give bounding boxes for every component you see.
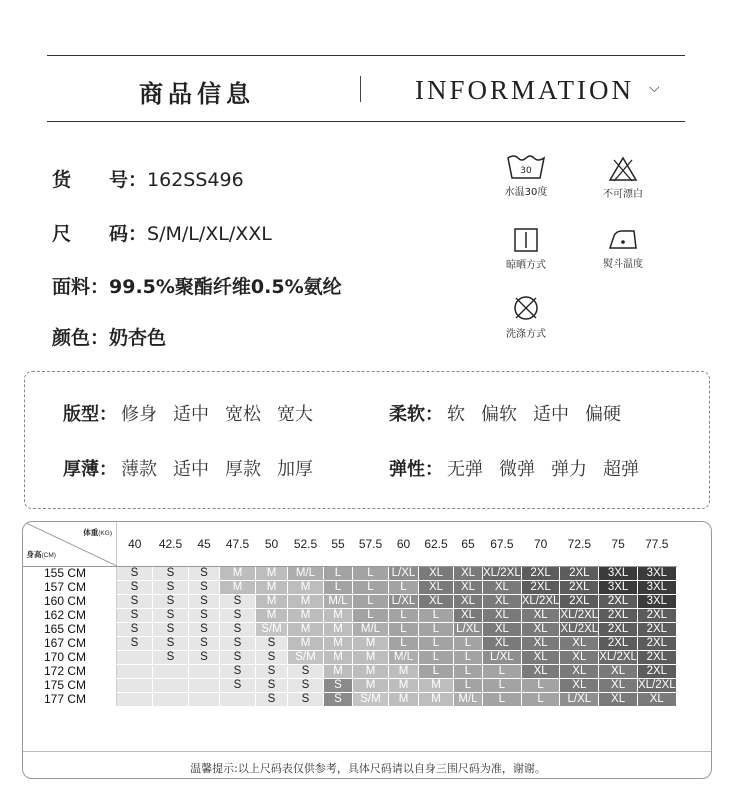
table-header-row xyxy=(24,522,677,566)
table-row xyxy=(24,650,677,664)
weight-header: 67.5 xyxy=(483,522,522,566)
size-cell: 2XL xyxy=(599,622,638,636)
table-row xyxy=(24,594,677,608)
size-cell: S xyxy=(256,678,288,692)
size-cell: 3XL xyxy=(637,580,676,594)
size-cell: M xyxy=(288,636,324,650)
info-size xyxy=(52,219,272,246)
size-cell: M xyxy=(324,608,353,622)
size-cell: S xyxy=(153,580,189,594)
no-dryclean-icon xyxy=(511,294,541,322)
table-body xyxy=(24,566,677,706)
size-cell: L xyxy=(419,608,454,622)
size-cell: M xyxy=(353,678,389,692)
iron-icon xyxy=(606,228,640,252)
size-cell: L xyxy=(454,636,483,650)
size-cell: XL xyxy=(454,594,483,608)
chevron-down-icon[interactable]: ⌵ xyxy=(649,80,660,96)
weight-header: 60 xyxy=(389,522,419,566)
size-cell: L xyxy=(353,608,389,622)
weight-header: 42.5 xyxy=(153,522,189,566)
properties-box xyxy=(24,371,710,509)
prop-option-selected: 无弹 xyxy=(447,455,483,481)
size-cell: XL xyxy=(419,580,454,594)
size-cell: S xyxy=(189,566,220,580)
size-cell: L xyxy=(419,650,454,664)
info-item-no xyxy=(52,165,244,192)
weight-header: 77.5 xyxy=(637,522,676,566)
size-cell: 2XL xyxy=(599,636,638,650)
size-cell: L xyxy=(353,580,389,594)
care-clean xyxy=(491,294,561,340)
size-cell: S xyxy=(189,594,220,608)
size-cell: 2XL xyxy=(637,650,676,664)
prop-option-selected: 适中 xyxy=(173,400,209,426)
table-row xyxy=(24,664,677,678)
size-cell xyxy=(220,692,256,706)
title-cn: 商品信息 xyxy=(139,79,255,108)
size-cell: XL xyxy=(483,622,522,636)
size-cell: L xyxy=(454,650,483,664)
size-cell: S xyxy=(256,692,288,706)
prop-option: 软 xyxy=(447,404,465,425)
size-cell: XL xyxy=(483,580,522,594)
size-cell: XL xyxy=(599,664,638,678)
weight-header: 47.5 xyxy=(220,522,256,566)
size-cell: M/L xyxy=(324,594,353,608)
size-cell: S xyxy=(189,650,220,664)
care-iron xyxy=(588,228,658,270)
size-cell: 2XL xyxy=(637,664,676,678)
size-cell: XL xyxy=(521,622,560,636)
size-cell: 2XL xyxy=(599,594,638,608)
title-divider xyxy=(360,76,361,102)
size-cell: M/L xyxy=(288,566,324,580)
height-cell: 172 CM xyxy=(24,664,117,678)
info-label: 货 号： xyxy=(52,169,148,191)
size-cell: M xyxy=(256,594,288,608)
size-cell: XL xyxy=(560,636,599,650)
size-cell: S xyxy=(117,566,153,580)
height-cell: 157 CM xyxy=(24,580,117,594)
weight-header: 62.5 xyxy=(419,522,454,566)
size-cell: S xyxy=(153,566,189,580)
prop-option: 宽松 xyxy=(225,404,261,425)
size-cell: XL xyxy=(521,636,560,650)
size-cell: S xyxy=(189,636,220,650)
size-cell: 3XL xyxy=(637,566,676,580)
prop-option-selected: 适中 xyxy=(173,455,209,481)
prop-elasticity xyxy=(389,455,639,481)
size-cell: XL xyxy=(521,664,560,678)
size-cell: L xyxy=(483,678,522,692)
size-cell: S xyxy=(220,594,256,608)
size-cell: M/L xyxy=(454,692,483,706)
size-cell: 2XL xyxy=(560,566,599,580)
size-cell: XL/2XL xyxy=(599,650,637,663)
size-cell: M xyxy=(324,664,353,678)
size-cell: XL xyxy=(483,608,522,622)
prop-option: 微弹 xyxy=(499,459,535,480)
size-cell: M xyxy=(353,664,389,678)
size-cell: L xyxy=(454,678,483,692)
care-no-bleach xyxy=(588,156,658,200)
size-cell: XL xyxy=(599,678,638,692)
care-wash-temp xyxy=(491,154,561,198)
size-cell: M xyxy=(389,678,419,692)
size-cell: XL/2XL xyxy=(560,622,599,635)
size-cell: XL xyxy=(483,594,522,608)
size-cell: S xyxy=(288,678,324,692)
info-fabric xyxy=(52,272,342,299)
size-cell: S xyxy=(117,608,153,622)
size-cell: S/M xyxy=(353,692,389,706)
size-cell: L xyxy=(419,664,454,678)
info-label: 面料： xyxy=(52,276,110,298)
info-color xyxy=(52,323,166,350)
size-cell: 2XL xyxy=(560,580,599,594)
size-table xyxy=(23,522,677,707)
info-value: 162SS496 xyxy=(147,169,244,191)
height-cell: 177 CM xyxy=(24,692,117,706)
size-cell: S xyxy=(220,636,256,650)
size-cell: S xyxy=(220,608,256,622)
size-cell xyxy=(117,678,153,692)
height-axis-label: 身高(CM) xyxy=(26,549,56,559)
size-cell: XL xyxy=(560,678,599,692)
size-cell: L/XL xyxy=(483,650,522,664)
size-cell: M xyxy=(220,580,256,594)
size-cell: 2XL xyxy=(637,636,676,650)
info-value: 99.5%聚酯纤维0.5%氨纶 xyxy=(109,276,342,298)
size-cell: XL xyxy=(560,650,599,664)
size-cell: L xyxy=(454,664,483,678)
size-cell: XL xyxy=(419,566,454,580)
size-cell: S xyxy=(324,692,353,706)
height-cell: 170 CM xyxy=(24,650,117,664)
size-cell: L xyxy=(483,692,522,706)
size-cell: XL xyxy=(419,594,454,608)
prop-option: 超弹 xyxy=(603,459,639,480)
size-cell: M xyxy=(256,580,288,594)
size-cell: 2XL xyxy=(560,594,599,608)
care-dry xyxy=(491,227,561,271)
prop-label: 厚薄： xyxy=(63,459,117,480)
size-cell: L xyxy=(324,566,353,580)
size-cell: XL xyxy=(454,608,483,622)
info-value: 奶杏色 xyxy=(109,327,167,349)
height-cell: 165 CM xyxy=(24,622,117,636)
info-value: S/M/L/XL/XXL xyxy=(147,223,272,245)
size-cell: S xyxy=(288,664,324,678)
size-cell: XL xyxy=(521,650,560,664)
table-row xyxy=(24,608,677,622)
size-cell: M/L xyxy=(389,650,419,664)
size-cell: L xyxy=(419,636,454,650)
size-cell: 2XL xyxy=(637,622,676,636)
weight-header: 70 xyxy=(521,522,560,566)
size-cell: XL xyxy=(599,692,638,706)
size-cell: XL xyxy=(637,692,676,706)
size-cell: L xyxy=(419,622,454,636)
size-cell xyxy=(189,692,220,706)
size-cell xyxy=(117,692,153,706)
size-cell: 2XL xyxy=(637,608,676,622)
prop-option: 厚款 xyxy=(225,459,261,480)
height-cell: 155 CM xyxy=(24,566,117,580)
section-header xyxy=(47,56,685,122)
size-cell: S/M xyxy=(288,650,324,664)
prop-option: 偏硬 xyxy=(585,404,621,425)
size-cell: XL xyxy=(454,580,483,594)
care-label: 不可漂白 xyxy=(603,189,643,200)
size-cell: S/M xyxy=(256,622,288,636)
title-en: INFORMATION xyxy=(415,75,635,105)
prop-fit xyxy=(63,400,313,426)
size-cell: M xyxy=(419,692,454,706)
size-cell: M xyxy=(288,594,324,608)
size-cell: L xyxy=(353,594,389,608)
info-label: 颜色： xyxy=(52,327,110,349)
size-cell: XL/2XL xyxy=(560,608,599,621)
size-cell: M xyxy=(288,608,324,622)
size-cell: S xyxy=(189,580,220,594)
prop-option: 宽大 xyxy=(277,404,313,425)
weight-header: 75 xyxy=(599,522,638,566)
size-cell: S xyxy=(153,594,189,608)
wash-tub-icon xyxy=(506,154,546,180)
weight-header: 45 xyxy=(189,522,220,566)
size-cell xyxy=(153,692,189,706)
weight-header: 55 xyxy=(324,522,353,566)
size-cell xyxy=(153,664,189,678)
weight-axis-label: 体重(KG) xyxy=(83,528,112,537)
size-cell: 3XL xyxy=(599,566,638,580)
size-cell: S xyxy=(256,650,288,664)
size-cell: S xyxy=(189,622,220,636)
size-cell: 3XL xyxy=(599,580,638,594)
prop-softness xyxy=(389,400,621,426)
size-cell: XL/2XL xyxy=(521,594,560,607)
prop-option-selected: 适中 xyxy=(533,400,569,426)
size-cell: S xyxy=(288,692,324,706)
size-cell: 2XL xyxy=(521,566,560,580)
table-row xyxy=(24,692,677,706)
size-cell: L xyxy=(521,678,560,692)
prop-option: 薄款 xyxy=(121,459,157,480)
size-cell: S xyxy=(117,622,153,636)
size-cell: M xyxy=(288,580,324,594)
prop-thickness xyxy=(63,455,313,481)
size-cell: M xyxy=(288,622,324,636)
height-cell: 160 CM xyxy=(24,594,117,608)
weight-header: 50 xyxy=(256,522,288,566)
size-cell: L xyxy=(389,608,419,622)
size-cell: L/XL xyxy=(560,692,599,706)
size-cell xyxy=(117,650,153,664)
table-row xyxy=(24,580,677,594)
size-cell: M xyxy=(256,608,288,622)
height-cell: 162 CM xyxy=(24,608,117,622)
size-cell: S xyxy=(117,580,153,594)
size-cell: L xyxy=(324,580,353,594)
size-cell: S xyxy=(117,636,153,650)
size-cell: XL xyxy=(521,608,560,622)
size-cell: L xyxy=(389,636,419,650)
size-cell xyxy=(117,664,153,678)
size-cell: M xyxy=(256,566,288,580)
svg-text:30: 30 xyxy=(520,166,532,176)
size-cell: M xyxy=(220,566,256,580)
size-cell xyxy=(153,678,189,692)
size-cell: M/L xyxy=(353,622,389,636)
prop-label: 弹性： xyxy=(389,459,443,480)
bottom-rule xyxy=(47,121,685,122)
prop-option: 弹力 xyxy=(551,459,587,480)
size-cell: M xyxy=(353,650,389,664)
prop-option: 修身 xyxy=(121,404,157,425)
size-cell: L/XL xyxy=(389,566,419,580)
size-cell: XL xyxy=(560,664,599,678)
size-cell: 2XL xyxy=(599,608,638,622)
size-cell: M xyxy=(389,664,419,678)
size-cell: M xyxy=(324,636,353,650)
size-cell: S xyxy=(153,650,189,664)
size-cell: M xyxy=(353,636,389,650)
size-cell xyxy=(189,664,220,678)
size-cell: S xyxy=(220,650,256,664)
no-bleach-icon xyxy=(608,156,638,182)
prop-label: 版型： xyxy=(63,404,117,425)
size-note: 温馨提示:以上尺码表仅供参考，具体尺码请以自身三围尺码为准，谢谢。 xyxy=(23,751,712,779)
size-cell: XL xyxy=(483,636,522,650)
line-dry-icon xyxy=(511,227,541,253)
size-cell: S xyxy=(220,678,256,692)
size-cell: M xyxy=(324,622,353,636)
table-row xyxy=(24,678,677,692)
size-cell: XL/2XL xyxy=(483,566,521,579)
size-cell: S xyxy=(220,664,256,678)
size-cell: S xyxy=(189,608,220,622)
size-cell: L xyxy=(521,692,560,706)
table-row xyxy=(24,566,677,580)
size-cell: L xyxy=(389,622,419,636)
size-cell: L xyxy=(389,580,419,594)
size-cell: M xyxy=(389,692,419,706)
care-label: 熨斗温度 xyxy=(603,259,643,270)
table-row xyxy=(24,636,677,650)
size-chart xyxy=(22,521,712,779)
care-label: 洗涤方式 xyxy=(506,329,546,340)
care-label: 晾晒方式 xyxy=(506,260,546,271)
size-cell: S xyxy=(153,622,189,636)
table-row xyxy=(24,622,677,636)
size-cell: S xyxy=(324,678,353,692)
size-cell: S xyxy=(153,636,189,650)
table-corner xyxy=(24,522,117,566)
size-cell: S xyxy=(256,636,288,650)
size-cell: M xyxy=(324,650,353,664)
weight-header: 57.5 xyxy=(353,522,389,566)
size-cell: XL/2XL xyxy=(637,678,676,691)
prop-label: 柔软： xyxy=(389,404,443,425)
weight-header: 52.5 xyxy=(288,522,324,566)
size-cell: L xyxy=(353,566,389,580)
size-cell: XL xyxy=(454,566,483,580)
size-cell: L xyxy=(483,664,522,678)
size-cell: 2XL xyxy=(521,580,560,594)
size-cell: L/XL xyxy=(389,594,419,608)
size-cell: L/XL xyxy=(454,622,483,636)
size-cell: S xyxy=(153,608,189,622)
prop-option: 加厚 xyxy=(277,459,313,480)
weight-header: 72.5 xyxy=(560,522,599,566)
size-cell: S xyxy=(220,622,256,636)
height-cell: 167 CM xyxy=(24,636,117,650)
size-cell: S xyxy=(256,664,288,678)
height-cell: 175 CM xyxy=(24,678,117,692)
size-cell xyxy=(189,678,220,692)
weight-header: 65 xyxy=(454,522,483,566)
info-label: 尺 码： xyxy=(52,223,148,245)
weight-header: 40 xyxy=(117,522,153,566)
size-cell: M xyxy=(419,678,454,692)
size-cell: S xyxy=(117,594,153,608)
care-label: 水温30度 xyxy=(504,187,548,198)
prop-option: 偏软 xyxy=(481,404,517,425)
size-cell: 3XL xyxy=(637,594,676,608)
